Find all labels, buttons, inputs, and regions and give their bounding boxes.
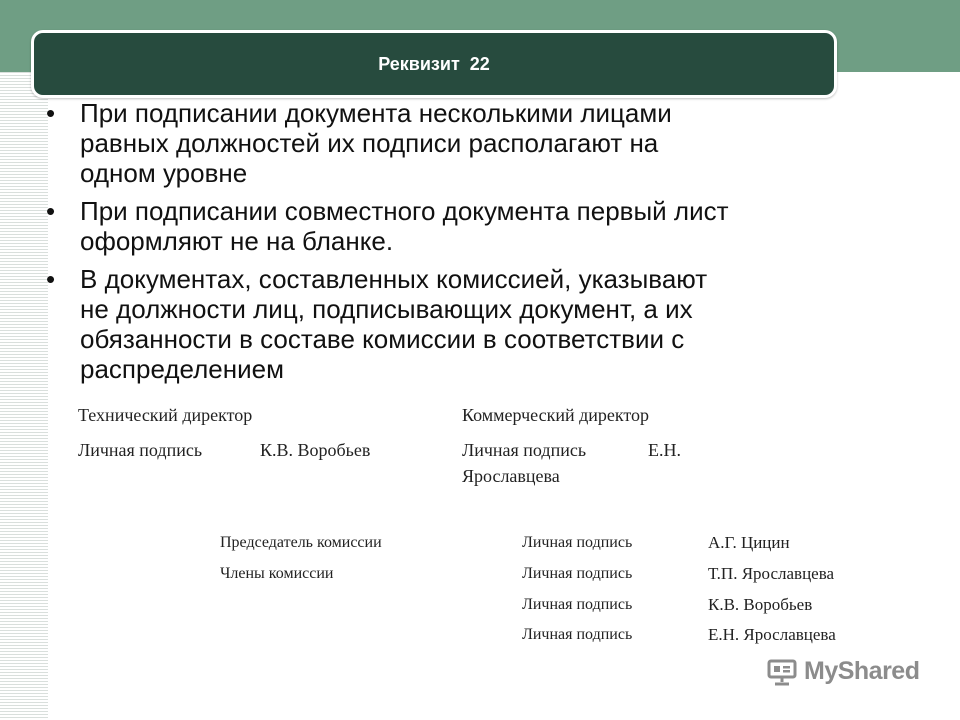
chairman-label: Председатель комиссии — [220, 534, 382, 551]
bullet-line: распределением — [80, 354, 284, 384]
example1-left-signature: Личная подпись — [78, 440, 203, 460]
bullet-line: не должности лиц, подписывающих документ, а их — [80, 294, 693, 324]
bullet-item — [46, 264, 896, 384]
example1-right-name-continued: Ярославцева — [462, 466, 560, 486]
commission-signature: Личная подпись — [522, 565, 633, 582]
bullet-line: При подписании документа несколькими лицами — [80, 98, 672, 128]
myshared-logo — [766, 657, 919, 686]
bullet-line: равных должностей их подписи располагают на — [80, 128, 659, 158]
commission-name: К.В. Воробьев — [708, 595, 813, 614]
members-label: Члены комиссии — [220, 565, 334, 582]
bullet-line: оформляют не на бланке. — [80, 226, 394, 256]
logo-text: MyShared — [804, 657, 920, 685]
example1-right-signature: Личная подпись — [462, 440, 587, 460]
bullet-list — [46, 98, 896, 392]
commission-signature: Личная подпись — [522, 534, 633, 551]
bullet-line: При подписании совместного документа первый лист — [80, 196, 729, 226]
left-stripe-decoration — [0, 72, 48, 720]
bullet-item — [46, 98, 896, 188]
example1-right-name: Е.Н. — [648, 440, 681, 460]
bullet-marker: • — [46, 196, 56, 226]
example1-left-position: Технический директор — [78, 405, 253, 425]
commission-signature: Личная подпись — [522, 596, 633, 613]
bullet-line: одном уровне — [80, 158, 248, 188]
commission-name: А.Г. Цицин — [708, 533, 790, 552]
slide-title: Реквизит 22 — [378, 53, 490, 74]
example1-left-name: К.В. Воробьев — [260, 440, 371, 460]
commission-signature: Личная подпись — [522, 626, 633, 643]
bullet-item — [46, 196, 896, 256]
example1-right-position: Коммерческий директор — [462, 405, 649, 425]
commission-name: Е.Н. Ярославцева — [708, 625, 836, 644]
commission-name: Т.П. Ярославцева — [708, 564, 835, 583]
bullet-marker: • — [46, 264, 56, 294]
title-bar — [31, 30, 837, 98]
bullet-marker: • — [46, 98, 56, 128]
bullet-line: В документах, составленных комиссией, указывают — [80, 264, 708, 294]
bullet-line: обязанности в составе комиссии в соответствии с — [80, 324, 685, 354]
presentation-board-icon — [766, 658, 798, 686]
